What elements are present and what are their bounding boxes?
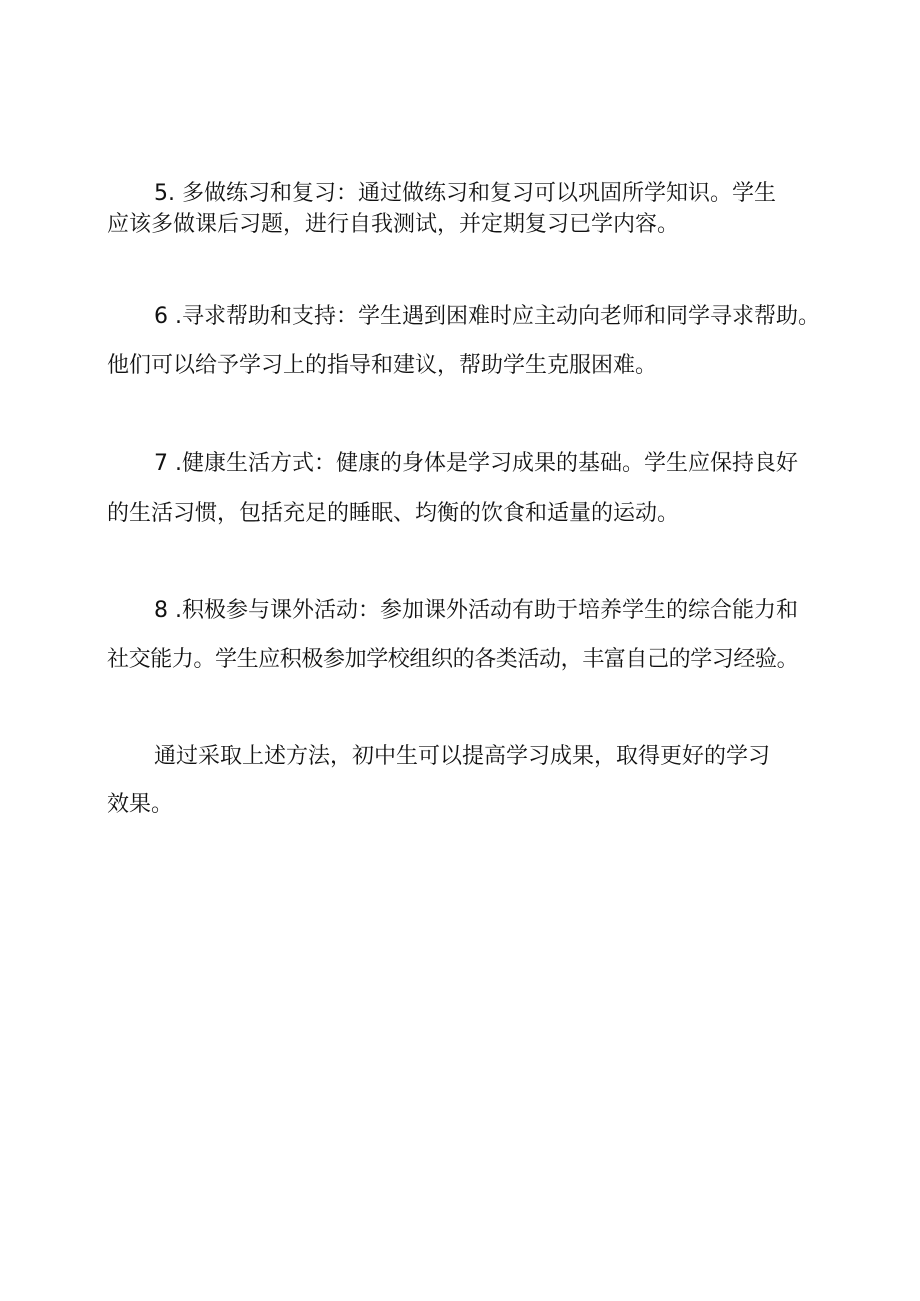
paragraph-6-line-2: 他们可以给予学习上的指导和建议，帮助学生克服困难。: [107, 353, 658, 378]
paragraph-8-line-1: 8 .积极参与课外活动：参加课外活动有助于培养学生的综合能力和: [154, 598, 798, 623]
paragraph-5-line-1: 5. 多做练习和复习：通过做练习和复习可以巩固所学知识。学生: [154, 181, 776, 206]
conclusion-line-2: 效果。: [107, 792, 174, 817]
paragraph-7-line-1: 7 .健康生活方式：健康的身体是学习成果的基础。学生应保持良好: [154, 451, 798, 476]
paragraph-5-line-2: 应该多做课后习题，进行自我测试，并定期复习已学内容。: [107, 212, 680, 237]
paragraph-8-line-2: 社交能力。学生应积极参加学校组织的各类活动，丰富自己的学习经验。: [107, 647, 799, 672]
paragraph-7-line-2: 的生活习惯，包括充足的睡眠、均衡的饮食和适量的运动。: [107, 501, 680, 526]
paragraph-6-line-1: 6 .寻求帮助和支持：学生遇到困难时应主动向老师和同学寻求帮助。: [154, 304, 820, 329]
conclusion-line-1: 通过采取上述方法，初中生可以提高学习成果，取得更好的学习: [154, 744, 771, 769]
